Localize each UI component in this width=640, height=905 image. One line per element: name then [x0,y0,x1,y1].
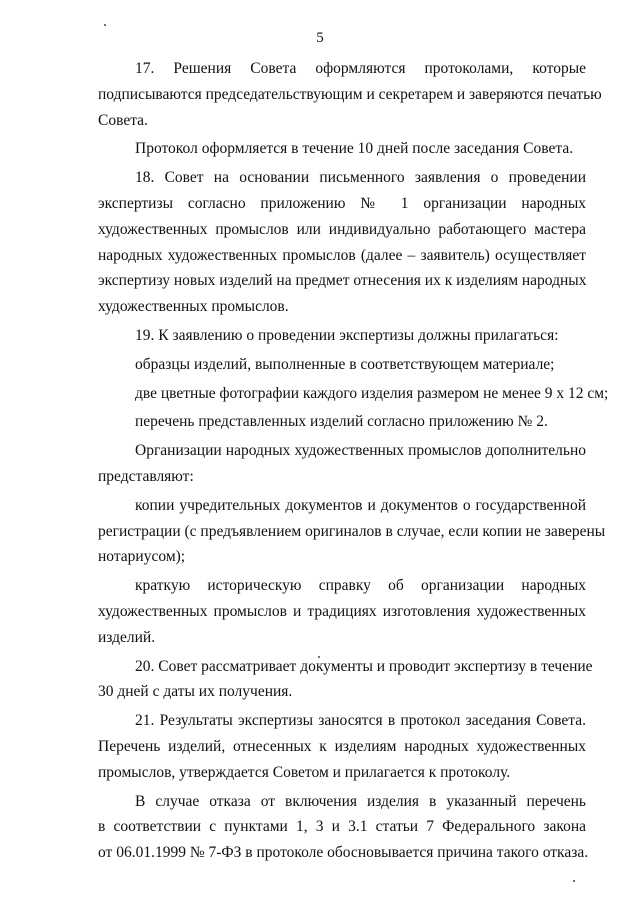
text-line: две цветные фотографии каждого изделия размером не менее 9 х 12 см; [135,384,609,402]
paragraph-p20 [98,654,593,706]
text-line: краткую историческую справку об организации народных [135,577,586,595]
text-line: регистрации (с предъявлением оригиналов в случае, если копии не заверены [98,522,606,540]
paragraph-p21 [98,708,586,785]
text-line: Перечень изделий, отнесенных к изделиям народных художественных [98,737,586,755]
paragraph-p19 [98,323,586,349]
text-line: копии учредительных документов и документов о государственной [135,496,586,514]
paragraph-p17a [98,56,602,133]
text-line: изделий. [98,628,156,646]
text-line: народных художественных промыслов (далее – заявитель) осуществляет [98,246,586,264]
text-line: художественных промыслов или индивидуально работающего мастера [98,220,586,238]
paragraph-p19e [98,493,606,570]
text-line: в соответствии с пунктами 1, 3 и 3.1 статьи 7 Федерального закона [98,818,586,836]
text-line: Организации народных художественных промыслов дополнительно [135,442,586,460]
page-number: 5 [316,30,324,46]
document-body [98,56,609,869]
text-line: Совета. [98,111,148,129]
text-line: представляют: [98,467,194,485]
text-line: 21. Результаты экспертизы заносятся в протокол заседания Совета. [135,712,586,730]
text-line: перечень представленных изделий согласно приложению № 2. [135,413,548,431]
text-line: В случае отказа от включения изделия в указанный перечень [135,792,586,810]
text-line: художественных промыслов. [98,298,289,316]
text-line: промыслов, утверждается Советом и прилагается к протоколу. [98,763,511,781]
text-line: 18. Совет на основании письменного заявления о проведении [135,169,586,187]
text-line: 20. Совет рассматривает документы и проводит экспертизу в течение [135,657,593,675]
text-line: 17. Решения Совета оформляются протоколами, которые [135,60,586,77]
scan-speck [318,656,320,658]
text-line: от 06.01.1999 № 7-ФЗ в протоколе обосновывается причина такого отказа. [98,844,589,862]
paragraph-p19b [98,381,609,407]
scan-speck [573,880,575,882]
text-line: экспертизы согласно приложению № 1 организации народных [98,194,586,212]
paragraph-p19c [98,409,586,435]
text-line: 30 дней с даты их получения. [98,683,293,701]
text-line: художественных промыслов и традициях изготовления художественных [98,602,586,620]
text-line: нотариусом); [98,548,186,566]
paragraph-p21b [98,789,589,866]
text-line: Протокол оформляется в течение 10 дней после заседания Совета. [135,140,574,158]
paragraph-p18 [98,165,586,320]
text-line: подписываются председательствующим и секретарем и заверяются печатью [98,85,602,103]
text-line: экспертизу новых изделий на предмет отнесения их к изделиям народных [98,272,587,290]
paragraph-p17b [98,136,586,162]
text-line: 19. К заявлению о проведении экспертизы должны прилагаться: [135,326,559,344]
scan-speck [104,24,106,26]
paragraph-p19f [98,573,586,650]
text-line: образцы изделий, выполненные в соответствующем материале; [135,355,555,373]
paragraph-p19a [98,352,586,378]
paragraph-p19d [98,438,586,490]
